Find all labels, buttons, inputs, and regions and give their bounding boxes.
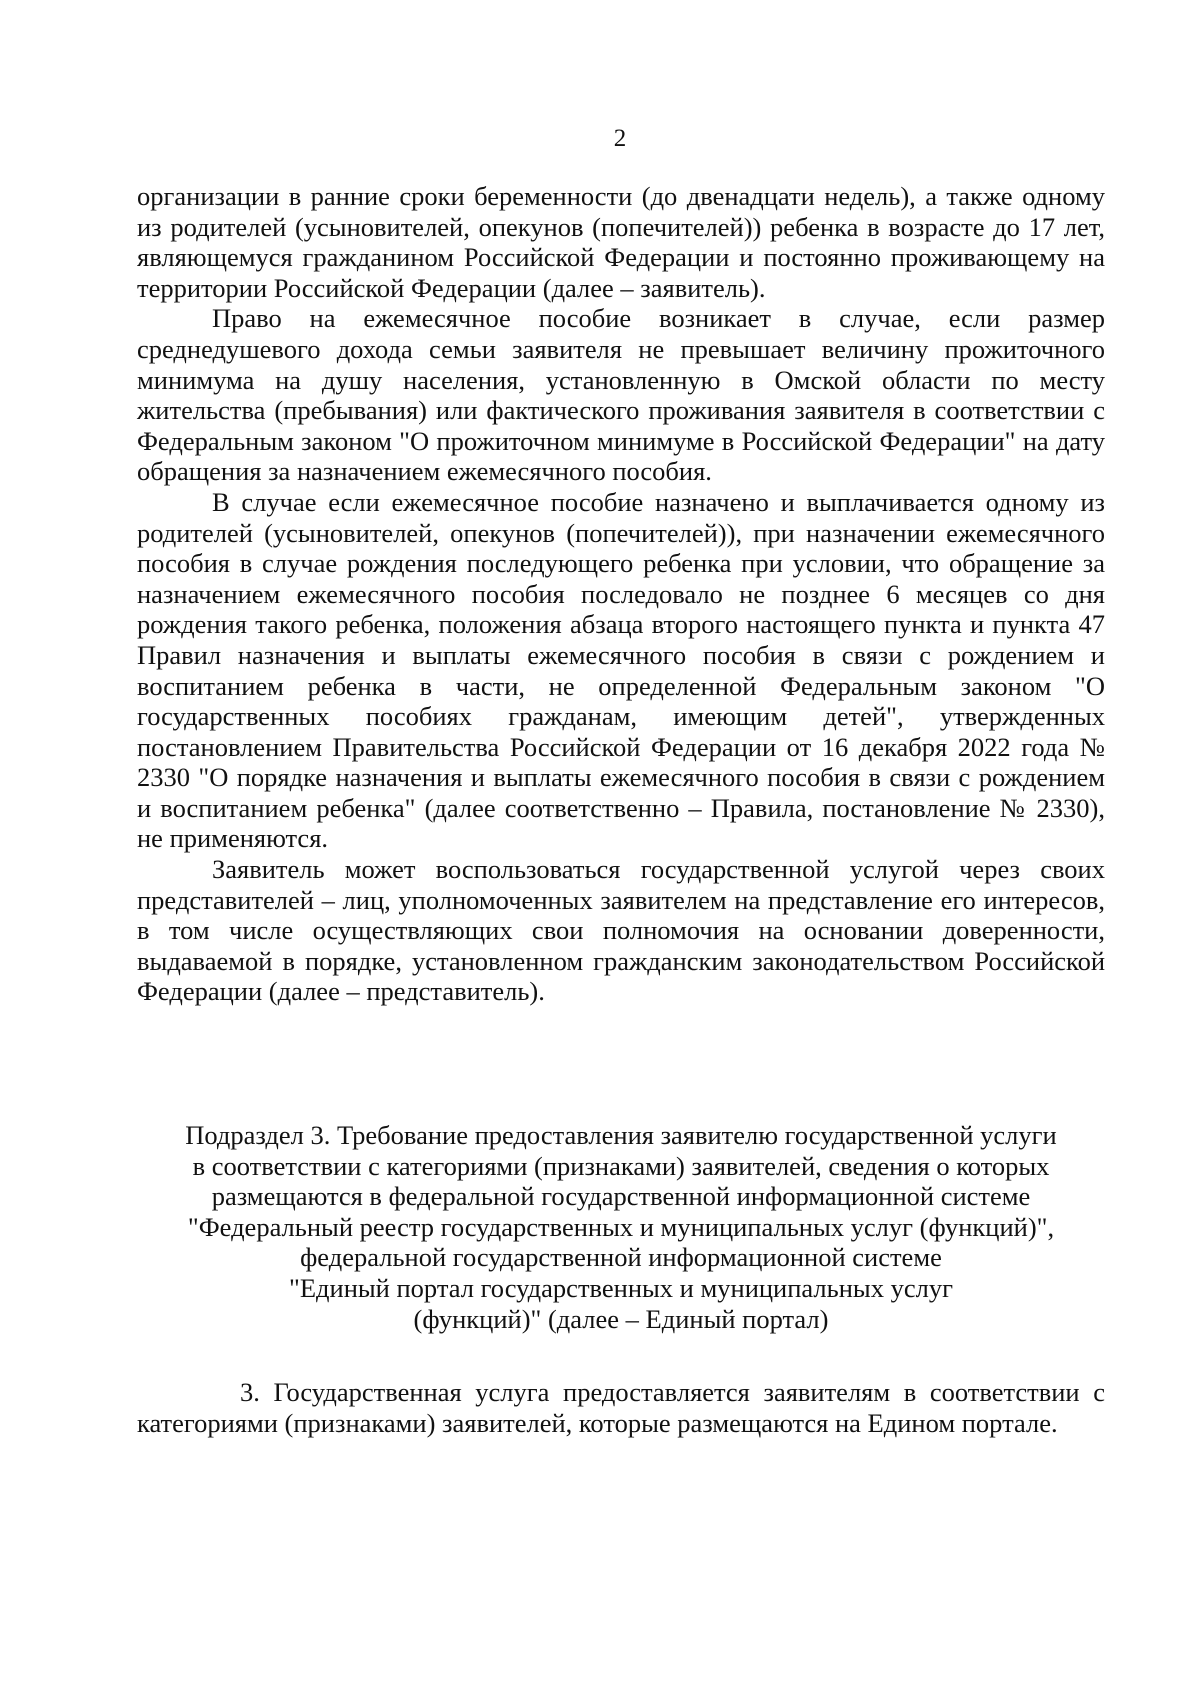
subsection-heading-line: размещаются в федеральной государственной информационной системе xyxy=(211,1181,1031,1212)
subsection-heading-line: "Единый портал государственных и муниципальных услуг xyxy=(289,1272,953,1303)
subsection-heading-line: (функций)" (далее – Единый портал) xyxy=(413,1303,829,1334)
subsection-heading-line: "Федеральный реестр государственных и муниципальных услуг (функций)", xyxy=(187,1211,1055,1242)
subsection-heading-line: федеральной государственной информационной системе xyxy=(300,1242,942,1273)
subsection-heading xyxy=(137,1120,1105,1334)
paragraph-continuation: организации в ранние сроки беременности (до двенадцати недель), а также одному из родителей (усыновителей, опекунов (попечителей)) ребенка в возрасте до 17 лет, являющемуся гражданином Российской Федерации и постоянно проживающему на территории Российской Федерации (далее – заявитель). xyxy=(137,181,1105,303)
paragraph-eligibility: Право на ежемесячное пособие возникает в случае, если размер среднедушевого дохода семьи заявителя не превышает величину прожиточного минимума на душу населения, установленную в Омской области по месту жительства (пребывания) или фактического проживания заявителя в соответствии с Федеральным законом "О прожиточном минимуме в Российской Федерации" на дату обращения за назначением ежемесячного пособия. xyxy=(137,303,1105,487)
clause-3: 3. Государственная услуга предоставляется заявителям в соответствии с категориями (признаками) заявителей, которые размещаются на Едином портале. xyxy=(137,1377,1105,1438)
paragraph-representative: Заявитель может воспользоваться государственной услугой через своих представителей – лиц, уполномоченных заявителем на представление его интересов, в том числе осуществляющих свои полномочия на основании доверенности, выдаваемой в порядке, установленном гражданским законодательством Российской Федерации (далее – представитель). xyxy=(137,854,1105,1007)
body-text xyxy=(137,181,1105,1007)
subsection-heading-line: Подраздел 3. Требование предоставления заявителю государственной услуги xyxy=(185,1120,1057,1150)
paragraph-subsequent-child: В случае если ежемесячное пособие назначено и выплачивается одному из родителей (усыновителей, опекунов (попечителей)), при назначении ежемесячного пособия в случае рождения последующего ребенка при условии, что обращение за назначением ежемесячного пособия последовало не позднее 6 месяцев со дня рождения такого ребенка, положения абзаца второго настоящего пункта и пункта 47 Правил назначения и выплаты ежемесячного пособия в связи с рождением и воспитанием ребенка в части, не определенной Федеральным законом "О государственных пособиях гражданам, имеющим детей", утвержденных постановлением Правительства Российской Федерации от 16 декабря 2022 года № 2330 "О порядке назначения и выплаты ежемесячного пособия в связи с рождением и воспитанием ребенка" (далее соответственно – Правила, постановление № 2330), не применяются. xyxy=(137,486,1105,854)
subsection-heading-line: в соответствии с категориями (признаками) заявителей, сведения о которых xyxy=(192,1150,1050,1181)
page-number: 2 xyxy=(613,125,627,152)
